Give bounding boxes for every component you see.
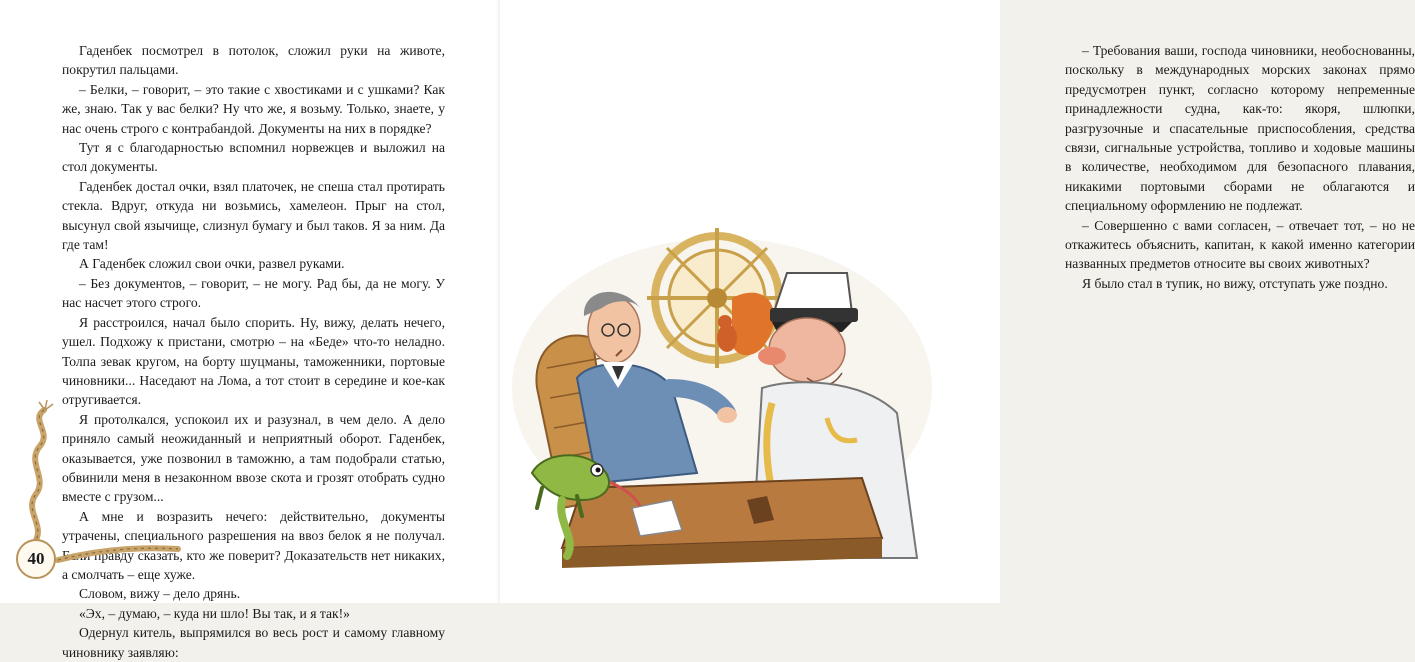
page-number: 40 — [16, 539, 56, 579]
paragraph: Тут я с благодарностью вспомнил норвежцев и выложил на стол документы. — [62, 140, 445, 175]
paragraph: А Гаденбек сложил свои очки, развел руками. — [79, 256, 345, 272]
paragraph: Я расстроился, начал было спорить. Ну, вижу, делать нечего, ушел. Подхожу к пристани, смотрю – на «Беде» что-то неладно. Толпа зевак кругом, на борту шуцманы, таможенники, портовые чиновники... Наседают на Лома, а тот стоит в середине и кое-как отругивается. — [62, 314, 445, 408]
paragraph: – Совершенно с вами согласен, – отвечает тот, – но не откажитесь объяснить, капитан, к какой именно категории названных предметов относите вы своих животных? — [1065, 217, 1415, 272]
left-page — [0, 0, 500, 660]
paragraph: Словом, вижу – дело дрянь. — [79, 586, 241, 602]
paragraph: «Эх, – думаю, – куда ни шло! Вы так, и я так!» — [79, 605, 350, 621]
paragraph: Я протолкался, успокоил их и разузнал, в чем дело. А дело приняло самый неожиданный и неприятный оборот. Гаденбек, оказывается, уже позвонил в таможню, а там подобрали статью, обвинили меня в незаконном ввозе скота и грозят отобрать судно вместе с грузом... — [62, 411, 445, 505]
paragraph: – Без документов, – говорит, – не могу. Рад бы, да не могу. У нас насчет этого строго. — [62, 275, 445, 311]
page-number-badge — [16, 539, 56, 579]
paragraph: – Белки, – говорит, – это такие с хвостиками и с ушками? Как же, знаю. Так у вас белки? Ну что же, я возьму. Только, знаете, у нас очень строго с контрабандой. Документы на них в порядке? — [62, 81, 445, 136]
paragraph: Одернул китель, выпрямился во весь рост и самому главному чиновнику заявляю: — [62, 625, 445, 660]
paragraph: Я было стал в тупик, но вижу, отступать уже поздно. — [1082, 275, 1388, 291]
rope-decoration — [0, 0, 190, 603]
paragraph: А мне и возразить нечего: действительно, документы утрачены, специального разрешения на ввоз белок я не получал. Если правду сказать, кто же поверит? Доказательств нет никаких, а смолчать – еще хуже. — [62, 508, 445, 582]
desk — [562, 478, 882, 568]
paragraph: Гаденбек посмотрел в потолок, сложил руки на животе, покрутил пальцами. — [62, 43, 445, 78]
illustration — [522, 238, 982, 568]
paragraph: Гаденбек достал очки, взял платочек, не спеша стал протирать стекла. Вдруг, откуда ни возьмись, хамелеон. Прыг на стол, высунул свой язычище, слизнул бумагу и был таков. Я за ним. Да где там! — [62, 178, 445, 253]
paragraph: – Требования ваши, господа чиновники, необоснованны, поскольку в международных морских законах прямо предусмотрен пункт, согласно которому непременные принадлежности судна, как-то: якоря, шлюпки, разгрузочные и спасательные приспособления, средства связи, сигнальные устройства, топливо и ходовые машины в количестве, необходимом для безопасного плавания, никакими портовыми сборами не облагаются и специальному оформлению не подлежат. — [1065, 43, 1415, 214]
right-page-text — [1065, 41, 1415, 293]
